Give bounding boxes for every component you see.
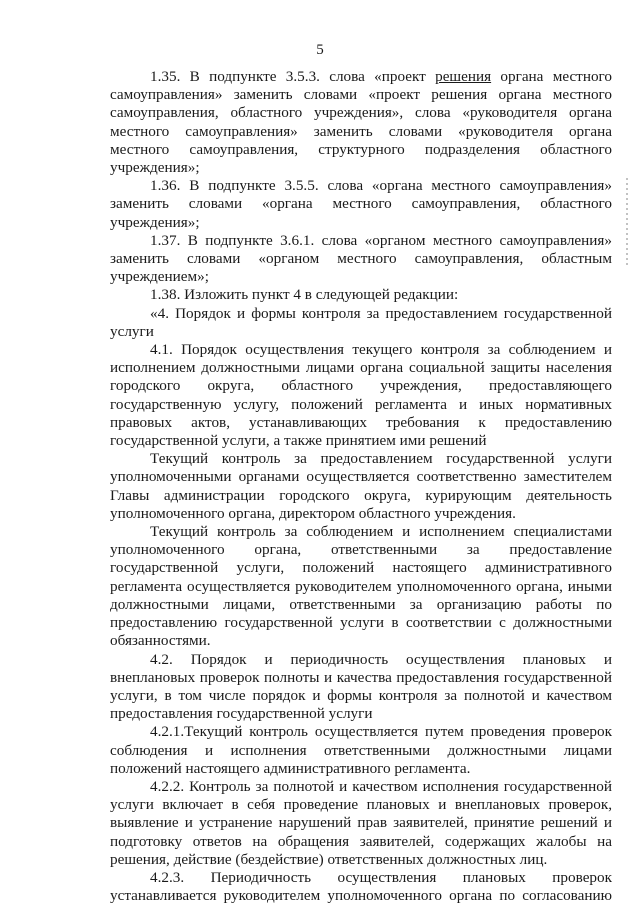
paragraph-1-36: 1.36. В подпункте 3.5.5. слова «органа местного самоуправления» заменить словами «органа местного самоуправления, областного учреждения»; bbox=[110, 177, 612, 231]
paragraph-1-35-text-b: органа местного самоуправления» заменить словами «проект решения органа местного самоуправления, областного учреждения», слова «руководителя органа местного самоуправления» заменить словами «руководителя органа местного самоуправления, структурного подразделения областного учреждения»; bbox=[110, 68, 612, 177]
paragraph-4-2: 4.2. Порядок и периодичность осуществления плановых и внеплановых проверок полноты и качества предоставления государственной услуги, в том числе порядок и формы контроля за полнотой и качеством предоставления государственной услуги bbox=[110, 650, 612, 723]
paragraph-1-38: 1.38. Изложить пункт 4 в следующей редакции: bbox=[150, 286, 459, 304]
paragraph-4-2-1: 4.2.1.Текущий контроль осуществляется путем проведения проверок соблюдения и исполнения ответственными должностными лицами положений настоящего административного регламента. bbox=[110, 723, 612, 777]
paragraph-4-2-2: 4.2.2. Контроль за полнотой и качеством исполнения государственной услуги включает в себя проведение плановых и внеплановых проверок, выявление и устранение нарушений прав заявителей, принятие решений и подготовку ответов на обращения заявителей, содержащих жалобы на решения, действие (бездействие) ответственных должностных лиц. bbox=[110, 777, 612, 868]
paragraph-4-1-b: Текущий контроль за соблюдением и исполнением специалистами уполномоченного органа, ответственными за предоставление государственной услуги, положений настоящего административного регламента осуществляется руководителем уполномоченного органа, иными должностными лицами, ответственными за организацию работы по предоставлению государственной услуги в соответствии с должностными обязанностями. bbox=[110, 523, 612, 650]
paragraph-1-35 bbox=[110, 68, 612, 177]
underlined-word: решения bbox=[435, 68, 492, 85]
paragraph-4-2-3: 4.2.3. Периодичность осуществления плановых проверок устанавливается руководителем уполномоченного органа по согласованию bbox=[110, 868, 612, 905]
paragraph-1-37: 1.37. В подпункте 3.6.1. слова «органом местного самоуправления» заменить словами «органом местного самоуправления, областным учреждением»; bbox=[110, 231, 612, 286]
paragraph-1-35-text-a: 1.35. В подпункте 3.5.3. слова «проект bbox=[150, 68, 436, 85]
paragraph-4-1-a: Текущий контроль за предоставлением государственной услуги уполномоченными органами осуществляется соответственно заместителем Главы администрации городского округа, курирующим деятельность уполномоченного органа, директором областного учреждения. bbox=[110, 450, 612, 522]
page-number: 5 bbox=[316, 42, 324, 58]
margin-scan-mark bbox=[626, 178, 628, 266]
section-4-heading: «4. Порядок и формы контроля за предоставлением государственной услуги bbox=[110, 304, 612, 340]
document-body bbox=[110, 68, 612, 905]
paragraph-4-1: 4.1. Порядок осуществления текущего контроля за соблюдением и исполнением должностными лицами органа социальной защиты населения городского округа, областного учреждения, предоставляющего государственную услугу, положений регламента и иных нормативных правовых актов, устанавливающих требования к предоставлению государственной услуги, а также принятием ими решений bbox=[110, 341, 612, 450]
